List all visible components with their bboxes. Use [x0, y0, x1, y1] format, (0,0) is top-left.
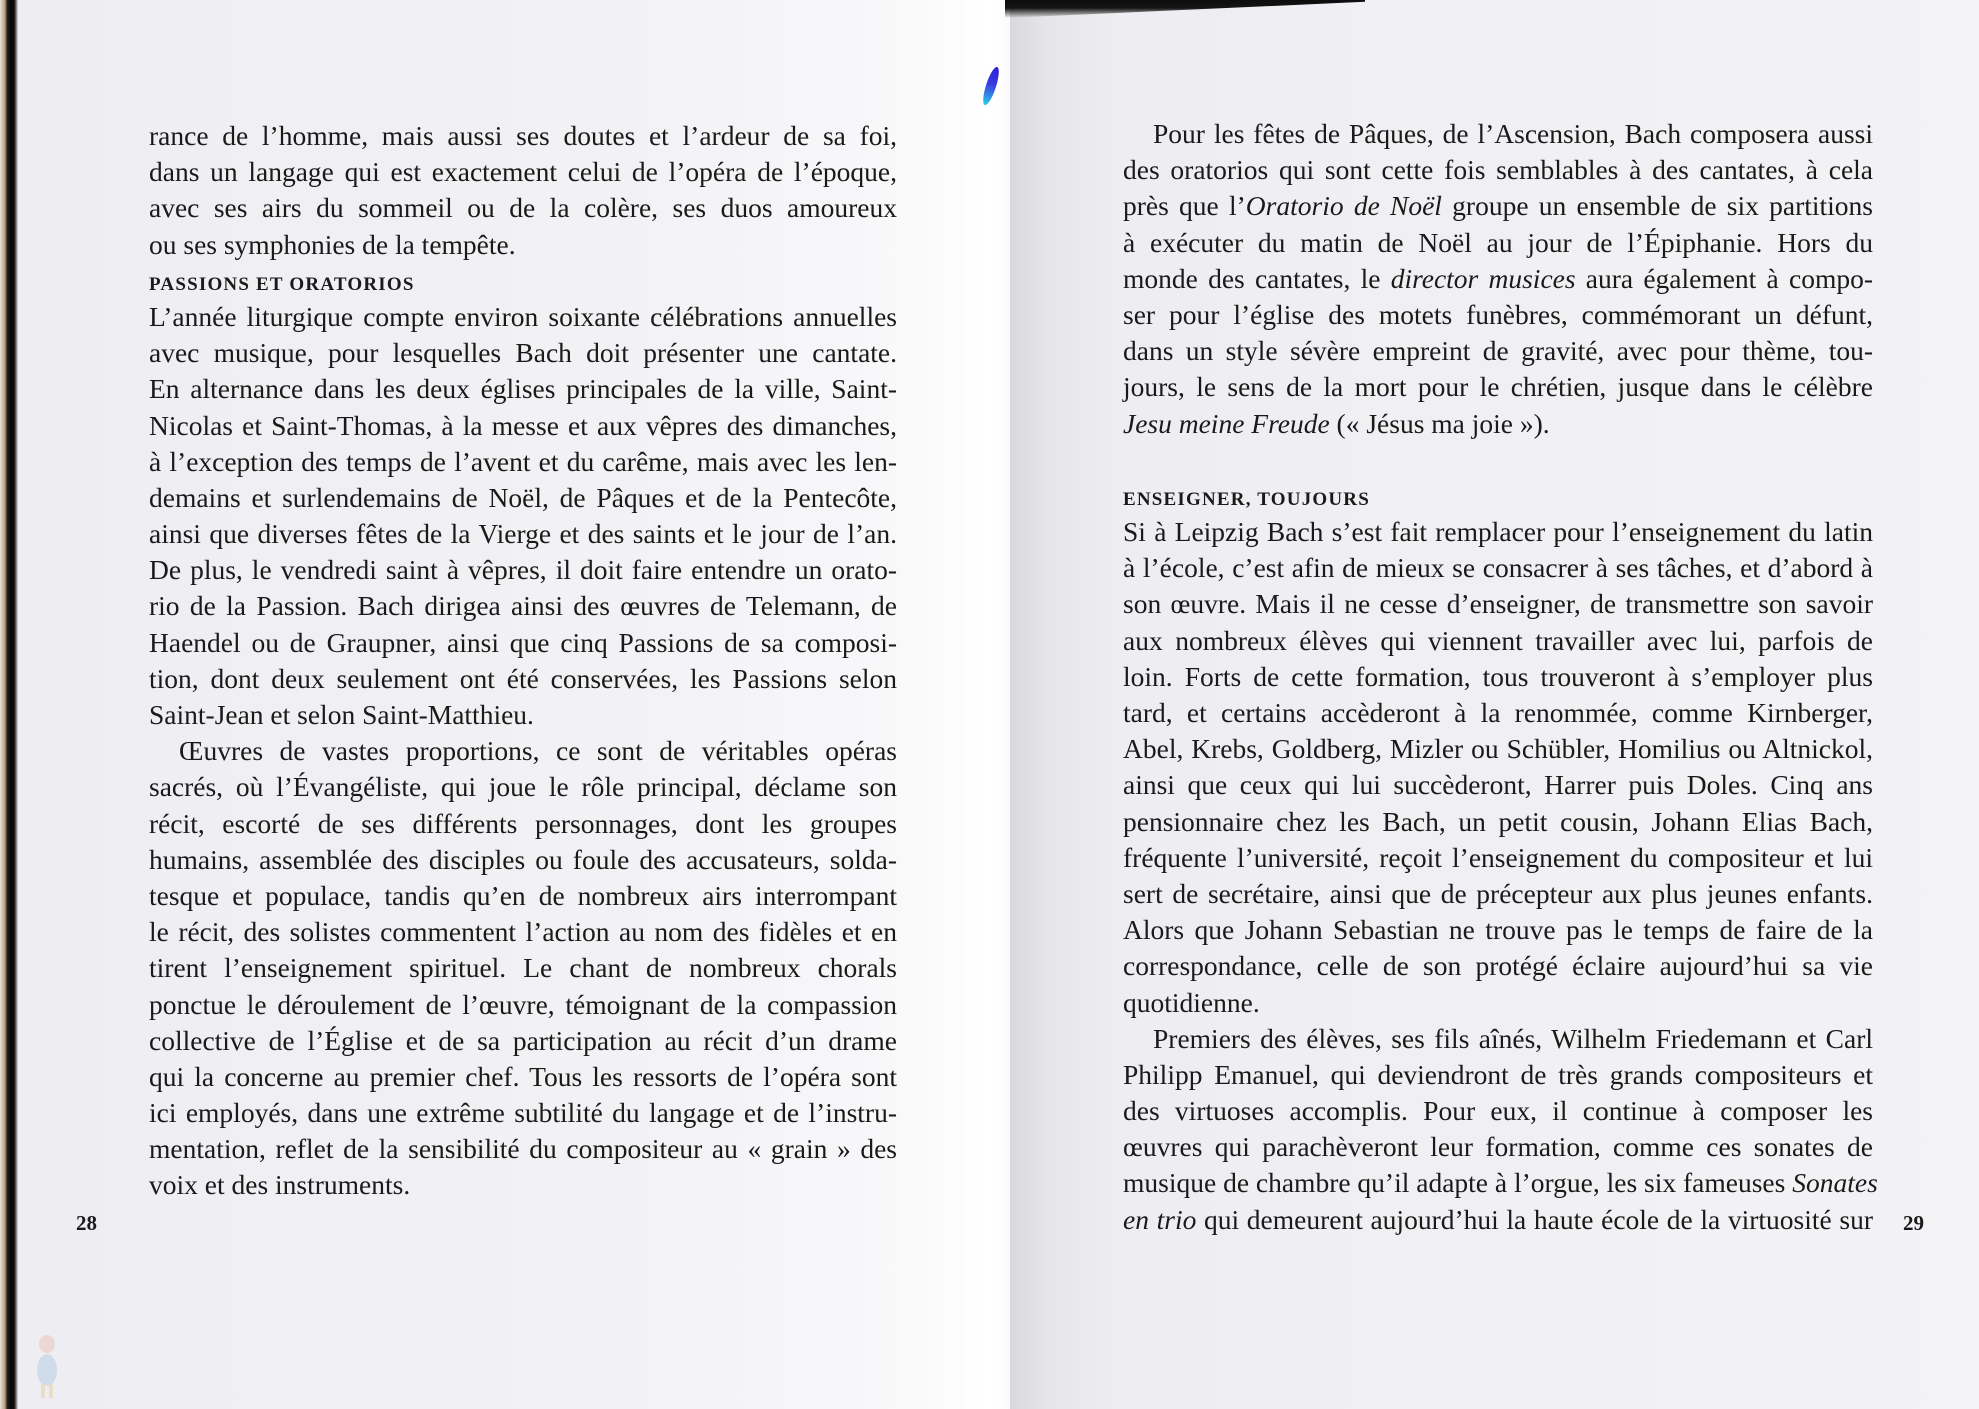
- text-span: ser pour l’église des motets funèbres, commémorant un défunt,: [1123, 298, 1873, 330]
- text-line: [1123, 152, 1873, 188]
- text-span: dans un style sévère empreint de gravité, avec pour thème, tou-: [1123, 335, 1873, 367]
- text-line: De plus, le vendredi saint à vêpres, il doit faire entendre un orato-: [149, 554, 897, 586]
- text-line: L’année liturgique compte environ soixante célébrations annuelles: [149, 300, 897, 332]
- text-line: [1123, 985, 1873, 1021]
- text-span: aux nombreux élèves qui viennent travailler avec lui, parfois de: [1123, 624, 1873, 656]
- text-line: ici employés, dans une extrême subtilité du langage et de l’instru-: [149, 1097, 897, 1129]
- text-line: [1123, 876, 1873, 912]
- text-line: sacrés, où l’Évangéliste, qui joue le rôle principal, déclame son: [149, 771, 897, 803]
- text-span: loin. Forts de cette formation, tous trouveront à s’employer plus: [1123, 660, 1873, 692]
- text-line: [1123, 297, 1873, 333]
- text-span: (« Jésus ma joie »).: [1329, 407, 1550, 439]
- text-span: Philipp Emanuel, qui deviendront de très grands compositeurs et: [1123, 1058, 1873, 1090]
- text-line: humains, assemblée des disciples ou foule des accusateurs, solda-: [149, 843, 897, 875]
- book-gutter: [955, 0, 1010, 1409]
- text-span: monde des cantates, le: [1123, 262, 1391, 294]
- text-span: qui demeurent aujourd’hui la haute école de la virtuosité sur: [1196, 1203, 1873, 1235]
- text-span: fréquente l’université, reçoit l’enseignement du compositeur et lui: [1123, 841, 1873, 873]
- text-line: [1123, 550, 1873, 586]
- section-heading: PASSIONS ET ORATORIOS: [149, 273, 415, 295]
- text-line: avec ses airs du sommeil ou de la colère, ses duos amoureux: [149, 192, 897, 224]
- text-line: [1123, 623, 1873, 659]
- text-line: collective de l’Église et de sa participation au récit d’un drame: [149, 1024, 897, 1056]
- text-span: Pour les fêtes de Pâques, de l’Ascension, Bach composera aussi: [1153, 118, 1873, 149]
- text-line: rance de l’homme, mais aussi ses doutes et l’ardeur de sa foi,: [149, 120, 897, 151]
- text-span: Alors que Johann Sebastian ne trouve pas le temps de faire de la: [1123, 914, 1873, 946]
- text-span: Abel, Krebs, Goldberg, Mizler ou Schübler, Homilius ou Altnickol,: [1123, 733, 1873, 765]
- text-line: [1123, 369, 1873, 405]
- text-line: ou ses symphonies de la tempête.: [149, 228, 516, 260]
- text-span: quotidienne.: [1123, 986, 1260, 1018]
- text-line: En alternance dans les deux églises principales de la ville, Saint-: [149, 373, 897, 405]
- text-span: à exécuter du matin de Noël au jour de l’Épiphanie. Hors du: [1123, 226, 1873, 258]
- text-line: [1123, 333, 1873, 369]
- text-line: [1123, 948, 1873, 984]
- text-line: [1123, 406, 1873, 442]
- text-line: ponctue le déroulement de l’œuvre, témoignant de la compassion: [149, 988, 897, 1020]
- text-line: demains et surlendemains de Noël, de Pâques et de la Pentecôte,: [149, 481, 897, 513]
- text-span: Premiers des élèves, ses fils aînés, Wilhelm Friedemann et Carl: [1153, 1022, 1873, 1054]
- text-line: [1123, 261, 1873, 297]
- faint-figure-icon: [32, 1330, 62, 1400]
- text-line: [1123, 514, 1873, 550]
- text-line: [1123, 1021, 1873, 1057]
- text-line: [1123, 840, 1873, 876]
- text-line: récit, escorté de ses différents personnages, dont les groupes: [149, 807, 897, 839]
- text-span: aura également à compo-: [1575, 262, 1873, 294]
- text-line: voix et des instruments.: [149, 1169, 411, 1201]
- text-line: [1123, 659, 1873, 695]
- text-line: tesque et populace, tandis qu’en de nombreux airs interrompant: [149, 879, 897, 911]
- text-line: [1123, 586, 1873, 622]
- text-line: rio de la Passion. Bach dirigea ainsi des œuvres de Telemann, de: [149, 590, 897, 622]
- book-binding-edge: [0, 0, 18, 1409]
- text-span: son œuvre. Mais il ne cesse d’enseigner, de transmettre son savoir: [1123, 588, 1873, 620]
- text-span: des oratorios qui sont cette fois semblables à des cantates, à cela: [1123, 154, 1873, 186]
- text-line: tirent l’enseignement spirituel. Le chant de nombreux chorals: [149, 952, 897, 984]
- text-span: à l’école, c’est afin de mieux se consacrer à ses tâches, et d’abord à: [1123, 552, 1873, 584]
- paragraph-gap: [1123, 442, 1873, 478]
- text-span: pensionnaire chez les Bach, un petit cousin, Johann Elias Bach,: [1123, 805, 1873, 837]
- text-line: qui la concerne au premier chef. Tous les ressorts de l’opéra sont: [149, 1060, 897, 1092]
- section-heading: [1123, 478, 1873, 514]
- text-line: tion, dont deux seulement ont été conservées, les Passions selon: [149, 662, 897, 694]
- text-span: des virtuoses accomplis. Pour eux, il continue à composer les: [1123, 1095, 1873, 1127]
- text-line: [1123, 1202, 1873, 1238]
- page-number-right: 29: [1903, 1211, 1924, 1235]
- left-page-text: [149, 118, 897, 1204]
- italic-title: en trio: [1123, 1203, 1197, 1235]
- text-line: Saint-Jean et selon Saint-Matthieu.: [149, 699, 534, 730]
- text-span: correspondance, celle de son protégé éclaire aujourd’hui sa vie: [1123, 950, 1873, 982]
- text-span: sert de secrétaire, ainsi que de précepteur aux plus jeunes enfants.: [1123, 877, 1873, 909]
- text-line: ainsi que diverses fêtes de la Vierge et des saints et le jour de l’an.: [149, 518, 897, 550]
- text-line: Nicolas et Saint-Thomas, à la messe et aux vêpres des dimanches,: [149, 409, 897, 441]
- text-line: [1123, 1057, 1873, 1093]
- text-span: ENSEIGNER, TOUJOURS: [1123, 488, 1370, 510]
- text-line: Haendel ou de Graupner, ainsi que cinq Passions de sa composi-: [149, 626, 897, 658]
- text-line: à l’exception des temps de l’avent et du carême, mais avec les len-: [149, 445, 897, 477]
- text-line: [1123, 225, 1873, 261]
- text-line: dans un langage qui est exactement celui de l’opéra de l’époque,: [149, 156, 897, 188]
- text-line: [1123, 1093, 1873, 1129]
- text-span: groupe un ensemble de six partitions: [1441, 190, 1873, 222]
- text-line: Œuvres de vastes proportions, ce sont de véritables opéras: [179, 735, 897, 767]
- text-span: œuvres qui parachèveront leur formation, comme ces sonates de: [1123, 1131, 1873, 1163]
- text-span: musique de chambre qu’il adapte à l’orgue, les six fameuses: [1123, 1167, 1793, 1199]
- text-line: [1123, 912, 1873, 948]
- page-number-left: 28: [76, 1211, 97, 1235]
- text-line: [1123, 767, 1873, 803]
- text-line: avec musique, pour lesquelles Bach doit présenter une cantate.: [149, 337, 897, 369]
- italic-title: director musices: [1390, 262, 1576, 294]
- text-span: jours, le sens de la mort pour le chrétien, jusque dans le célèbre: [1123, 371, 1873, 403]
- italic-title: Jesu meine Freude: [1123, 407, 1330, 439]
- text-line: [1123, 731, 1873, 767]
- text-line: [1123, 804, 1873, 840]
- text-span: près que l’: [1123, 190, 1246, 222]
- text-span: tard, et certains accèderont à la renommée, comme Kirnberger,: [1123, 697, 1873, 728]
- text-line: le récit, des solistes commentent l’action au nom des fidèles et en: [149, 916, 897, 948]
- text-line: [1123, 695, 1873, 731]
- right-page-text: [1123, 116, 1878, 1238]
- text-line: [1123, 116, 1873, 152]
- text-span: ainsi que ceux qui lui succèderont, Harrer puis Doles. Cinq ans: [1123, 769, 1873, 801]
- text-line: [1123, 1129, 1873, 1165]
- text-line: [1123, 188, 1873, 224]
- italic-title: Oratorio de Noël: [1245, 190, 1442, 222]
- text-span: Si à Leipzig Bach s’est fait remplacer pour l’enseignement du latin: [1123, 516, 1873, 548]
- text-line: mentation, reflet de la sensibilité du compositeur au « grain » des: [149, 1133, 897, 1165]
- text-line: [1123, 1165, 1878, 1201]
- italic-title: Sonates: [1792, 1167, 1878, 1199]
